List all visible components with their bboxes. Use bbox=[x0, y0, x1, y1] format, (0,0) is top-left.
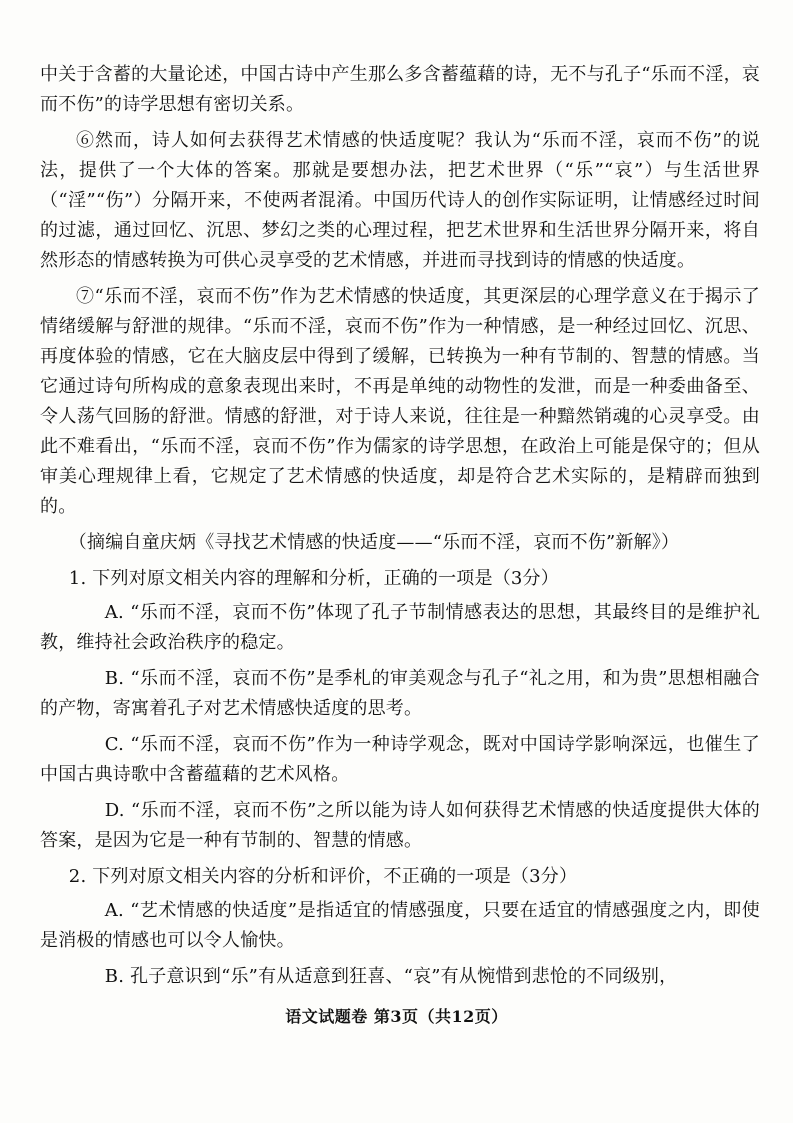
source-note: （摘编自童庆炳《寻找艺术情感的快适度——“乐而不淫，哀而不伤”新解》） bbox=[68, 532, 680, 553]
question-1-option-a: A. “乐而不淫，哀而不伤”体现了孔子节制情感表达的思想，其最终目的是维护礼教，维持社会政治秩序的稳定。 bbox=[40, 602, 760, 653]
question-1-option-c: C. “乐而不淫，哀而不伤”作为一种诗学观念，既对中国诗学影响深远，也催生了中国古典诗歌中含蓄蕴藉的艺术风格。 bbox=[40, 734, 760, 785]
question-1-option-b: B. “乐而不淫，哀而不伤”是季札的审美观念与孔子“礼之用，和为贵”思想相融合的产物，寄寓着孔子对艺术情感快适度的思考。 bbox=[40, 668, 760, 719]
question-2-option-a: A. “艺术情感的快适度”是指适宜的情感强度，只要在适宜的情感强度之内，即使是消极的情感也可以令人愉快。 bbox=[40, 900, 760, 951]
question-1-option-d: D. “乐而不淫，哀而不伤”之所以能为诗人如何获得艺术情感的快适度提供大体的答案，是因为它是一种有节制的、智慧的情感。 bbox=[40, 800, 760, 851]
question-2-option-b: B. 孔子意识到“乐”有从适意到狂喜、“哀”有从惋惜到悲怆的不同级别， bbox=[104, 966, 678, 987]
question-1 bbox=[40, 564, 760, 856]
page-content bbox=[40, 60, 760, 998]
paragraph-continued: 中关于含蓄的大量论述，中国古诗中产生那么多含蓄蕴藉的诗，无不与孔子“乐而不淫，哀而不伤”的诗学思想有密切关系。 bbox=[40, 64, 760, 115]
question-2 bbox=[40, 862, 760, 992]
question-1-stem: 1. 下列对原文相关内容的理解和分析，正确的一项是（3分） bbox=[68, 568, 559, 589]
paragraph-7: ⑦“乐而不淫，哀而不伤”作为艺术情感的快适度，其更深层的心理学意义在于揭示了情绪缓解与舒泄的规律。“乐而不淫，哀而不伤”作为一种情感，是一种经过回忆、沉思、再度体验的情感，它在大脑皮层中得到了缓解，已转换为一种有节制的、智慧的情感。当它通过诗句所构成的意象表现出来时，不再是单纯的动物性的发泄，而是一种委曲备至、令人荡气回肠的舒泄。情感的舒泄，对于诗人来说，往往是一种黯然销魂的心灵享受。由此不难看出，“乐而不淫，哀而不伤”作为儒家的诗学思想，在政治上可能是保守的；但从审美心理规律上看，它规定了艺术情感的快适度，却是符合艺术实际的，是精辟而独到的。 bbox=[40, 286, 760, 517]
question-2-stem: 2. 下列对原文相关内容的分析和评价，不正确的一项是（3分） bbox=[68, 866, 578, 887]
page-footer: 语文试题卷 第3页（共12页） bbox=[285, 1007, 508, 1026]
paragraph-6: ⑥然而，诗人如何去获得艺术情感的快适度呢？我认为“乐而不淫，哀而不伤”的说法，提供了一个大体的答案。那就是要想办法，把艺术世界（“乐”“哀”）与生活世界（“淫”“伤”）分隔开来，不使两者混淆。中国历代诗人的创作实际证明，让情感经过时间的过滤，通过回忆、沉思、梦幻之类的心理过程，把艺术世界和生活世界分隔开来，将自然形态的情感转换为可供心灵享受的艺术情感，并进而寻找到诗的情感的快适度。 bbox=[40, 130, 760, 271]
